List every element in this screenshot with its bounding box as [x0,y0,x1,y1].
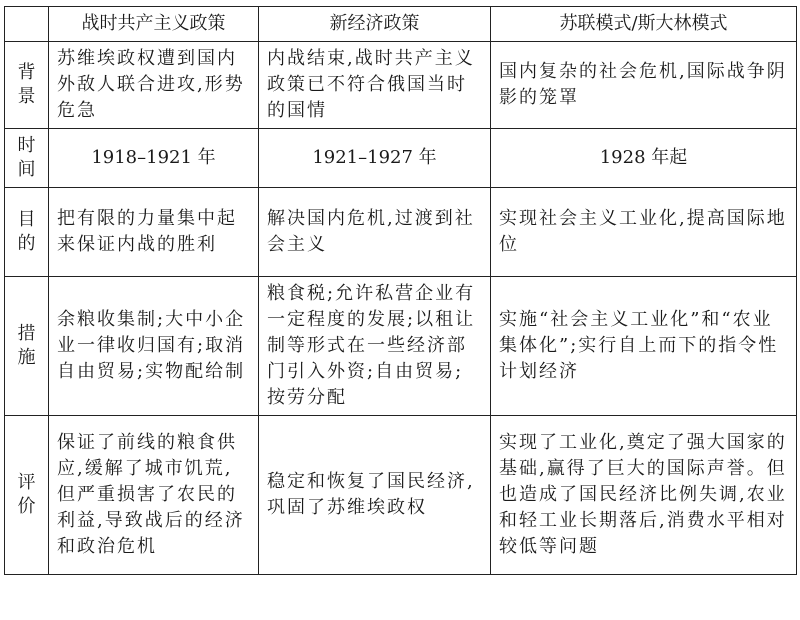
row-label-char: 价 [17,496,36,517]
cell-evaluation-soviet-model: 实现了工业化,奠定了强大国家的基础,赢得了巨大的国际声誉。但也造成了国民经济比例失调,农业和轻工业长期落后,消费水平相对较低等问题 [491,416,797,575]
cell-background-nep: 内战结束,战时共产主义政策已不符合俄国当时的国情 [259,42,491,129]
cell-time-nep: 1921–1927 年 [259,129,491,188]
row-label-char: 施 [17,347,36,368]
row-label-char: 的 [17,233,36,254]
table-row-measures [5,277,797,416]
table-row-time [5,129,797,188]
cell-goal-nep: 解决国内危机,过渡到社会主义 [259,188,491,277]
row-label-goal [5,188,49,277]
header-war-communism: 战时共产主义政策 [49,7,259,42]
cell-evaluation-nep: 稳定和恢复了国民经济,巩固了苏维埃政权 [259,416,491,575]
row-label-background [5,42,49,129]
row-label-char: 评 [17,472,36,493]
corner-cell [5,7,49,42]
row-label-time [5,129,49,188]
cell-background-soviet-model: 国内复杂的社会危机,国际战争阴影的笼罩 [491,42,797,129]
cell-evaluation-war-communism: 保证了前线的粮食供应,缓解了城市饥荒,但严重损害了农民的利益,导致战后的经济和政治危机 [49,416,259,575]
cell-measures-soviet-model: 实施“社会主义工业化”和“农业集体化”;实行自上而下的指令性计划经济 [491,277,797,416]
cell-measures-nep: 粮食税;允许私营企业有一定程度的发展;以租让制等形式在一些经济部门引入外资;自由贸易;按劳分配 [259,277,491,416]
cell-time-war-communism: 1918–1921 年 [49,129,259,188]
row-label-char: 景 [17,86,36,107]
header-soviet-model: 苏联模式/斯大林模式 [491,7,797,42]
table-row-background [5,42,797,129]
cell-goal-war-communism: 把有限的力量集中起来保证内战的胜利 [49,188,259,277]
row-label-char: 时 [17,135,36,156]
row-label-char: 背 [17,62,36,83]
cell-measures-war-communism: 余粮收集制;大中小企业一律收归国有;取消自由贸易;实物配给制 [49,277,259,416]
cell-goal-soviet-model: 实现社会主义工业化,提高国际地位 [491,188,797,277]
row-label-measures [5,277,49,416]
header-row [5,7,797,42]
row-label-evaluation [5,416,49,575]
row-label-char: 目 [17,209,36,230]
table-row-goal [5,188,797,277]
header-new-economic-policy: 新经济政策 [259,7,491,42]
row-label-char: 间 [17,159,36,180]
comparison-table [4,6,797,575]
row-label-char: 措 [17,323,36,344]
cell-time-soviet-model: 1928 年起 [491,129,797,188]
table-row-evaluation [5,416,797,575]
cell-background-war-communism: 苏维埃政权遭到国内外敌人联合进攻,形势危急 [49,42,259,129]
